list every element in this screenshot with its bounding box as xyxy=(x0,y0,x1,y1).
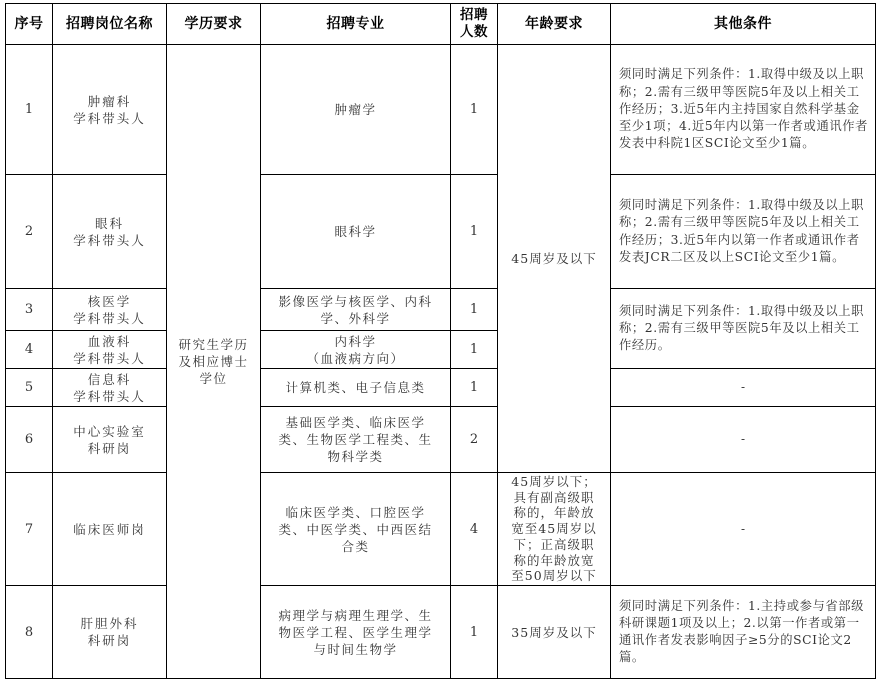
header-education: 学历要求 xyxy=(167,4,261,45)
position-line: 血液科 xyxy=(87,333,132,349)
major-cell xyxy=(261,175,451,289)
major-line: 学、外科学 xyxy=(320,310,391,326)
position-line: 学科带头人 xyxy=(73,310,146,326)
position-line: 眼科 xyxy=(94,215,124,231)
position-line: 肝胆外科 xyxy=(80,616,139,631)
major-line: 临床医学类、口腔医学 xyxy=(285,504,426,520)
major-line: 类、中医学类、中西医结 xyxy=(278,521,433,537)
position-line: 科研岗 xyxy=(87,633,132,648)
other-conditions-cell: 须同时满足下列条件：1.取得中级及以上职称；2.需有三级甲等医院5年及以上相关工作经历；3.近5年内主持国家自然科学基金至少1项；4.近5年内以第一作者或通讯作者发表中科院1区SCI论文至少1篇。 xyxy=(611,45,876,175)
age-cell: 35周岁及以下 xyxy=(498,586,611,679)
position-line: 科研岗 xyxy=(87,440,132,456)
major-line: 基础医学类、临床医学 xyxy=(285,415,426,430)
count-cell: 2 xyxy=(451,407,498,473)
table-row xyxy=(6,289,876,331)
position-cell xyxy=(53,473,167,586)
seq-cell: 7 xyxy=(6,473,53,586)
seq-cell: 6 xyxy=(6,407,53,473)
major-line: 病理学与病理生理学、生 xyxy=(278,607,433,623)
education-line: 及相应博士 xyxy=(178,354,249,369)
major-line: 物医学工程、医学生理学 xyxy=(278,624,433,640)
seq-cell: 2 xyxy=(6,175,53,289)
major-cell xyxy=(261,369,451,407)
table-row xyxy=(6,407,876,473)
other-conditions-cell: - xyxy=(611,473,876,586)
position-cell xyxy=(53,45,167,175)
major-cell xyxy=(261,473,451,586)
age-line: 称的，年龄放 xyxy=(513,505,595,521)
header-age: 年龄要求 xyxy=(498,4,611,45)
major-line: 类、生物医学工程类、生 xyxy=(278,432,433,447)
position-line: 学科带头人 xyxy=(73,232,146,248)
header-position: 招聘岗位名称 xyxy=(53,4,167,45)
major-line: 眼科学 xyxy=(334,224,377,239)
position-line: 肿瘤科 xyxy=(87,93,132,109)
position-line: 中心实验室 xyxy=(73,423,146,439)
seq-cell: 4 xyxy=(6,331,53,369)
count-cell: 1 xyxy=(451,586,498,679)
position-line: 核医学 xyxy=(87,293,132,309)
age-line: 45周岁以下； xyxy=(511,473,597,489)
major-cell xyxy=(261,407,451,473)
seq-cell: 1 xyxy=(6,45,53,175)
position-cell xyxy=(53,331,167,369)
other-conditions-cell: - xyxy=(611,369,876,407)
age-line: 称的年龄放宽 xyxy=(513,552,595,568)
education-line: 研究生学历 xyxy=(178,337,249,352)
position-line: 临床医师岗 xyxy=(73,521,146,537)
position-cell xyxy=(53,586,167,679)
position-cell xyxy=(53,289,167,331)
count-cell: 1 xyxy=(451,175,498,289)
major-line: 合类 xyxy=(341,538,370,554)
header-count-line1: 招聘 xyxy=(460,7,488,23)
position-cell xyxy=(53,407,167,473)
age-line: 至50周岁以下 xyxy=(511,568,597,584)
position-line: 学科带头人 xyxy=(73,110,146,126)
major-cell xyxy=(261,45,451,175)
position-cell xyxy=(53,175,167,289)
education-cell xyxy=(167,45,261,679)
major-line: 与时间生物学 xyxy=(313,641,398,657)
other-conditions-cell: - xyxy=(611,407,876,473)
header-count xyxy=(451,4,498,45)
count-cell: 1 xyxy=(451,289,498,331)
count-cell: 1 xyxy=(451,45,498,175)
age-cell xyxy=(498,473,611,586)
age-line: 具有副高级职 xyxy=(513,489,595,505)
major-cell xyxy=(261,586,451,679)
major-line: 影像医学与核医学、内科 xyxy=(278,293,433,309)
major-line: 物科学类 xyxy=(327,449,384,464)
other-conditions-cell: 须同时满足下列条件：1.主持或参与省部级科研课题1项及以上；2.以第一作者或第一通讯作者发表影响因子≥5分的SCI论文2篇。 xyxy=(611,586,876,679)
major-cell xyxy=(261,331,451,369)
position-cell xyxy=(53,369,167,407)
table-row xyxy=(6,45,876,175)
seq-cell: 8 xyxy=(6,586,53,679)
table-row xyxy=(6,369,876,407)
count-cell: 4 xyxy=(451,473,498,586)
position-line: 信息科 xyxy=(87,371,132,387)
major-cell xyxy=(261,289,451,331)
seq-cell: 5 xyxy=(6,369,53,407)
seq-cell: 3 xyxy=(6,289,53,331)
header-major: 招聘专业 xyxy=(261,4,451,45)
header-count-line2: 人数 xyxy=(460,24,488,40)
major-line: 计算机类、电子信息类 xyxy=(285,380,426,395)
table-row xyxy=(6,473,876,586)
position-line: 学科带头人 xyxy=(73,388,146,404)
count-cell: 1 xyxy=(451,369,498,407)
recruitment-table xyxy=(5,3,876,679)
other-conditions-cell: 须同时满足下列条件：1.取得中级及以上职称；2.需有三级甲等医院5年及以上相关工作经历。 xyxy=(611,289,876,369)
count-cell: 1 xyxy=(451,331,498,369)
education-line: 学位 xyxy=(199,371,228,386)
table-row xyxy=(6,586,876,679)
other-conditions-cell: 须同时满足下列条件：1.取得中级及以上职称；2.需有三级甲等医院5年及以上相关工作经历；3.近5年内以第一作者或通讯作者发表JCR二区及以上SCI论文至少1篇。 xyxy=(611,175,876,289)
age-line: 宽至45周岁以 xyxy=(511,521,597,537)
header-other: 其他条件 xyxy=(611,4,876,45)
table-row xyxy=(6,175,876,289)
major-line: 内科学 xyxy=(334,333,377,349)
age-cell: 45周岁及以下 xyxy=(498,45,611,473)
major-line: （血液病方向） xyxy=(306,350,405,366)
header-seq: 序号 xyxy=(6,4,53,45)
age-line: 下；正高级职 xyxy=(513,536,595,552)
major-line: 肿瘤学 xyxy=(334,102,377,117)
position-line: 学科带头人 xyxy=(73,350,146,366)
header-row xyxy=(6,4,876,45)
